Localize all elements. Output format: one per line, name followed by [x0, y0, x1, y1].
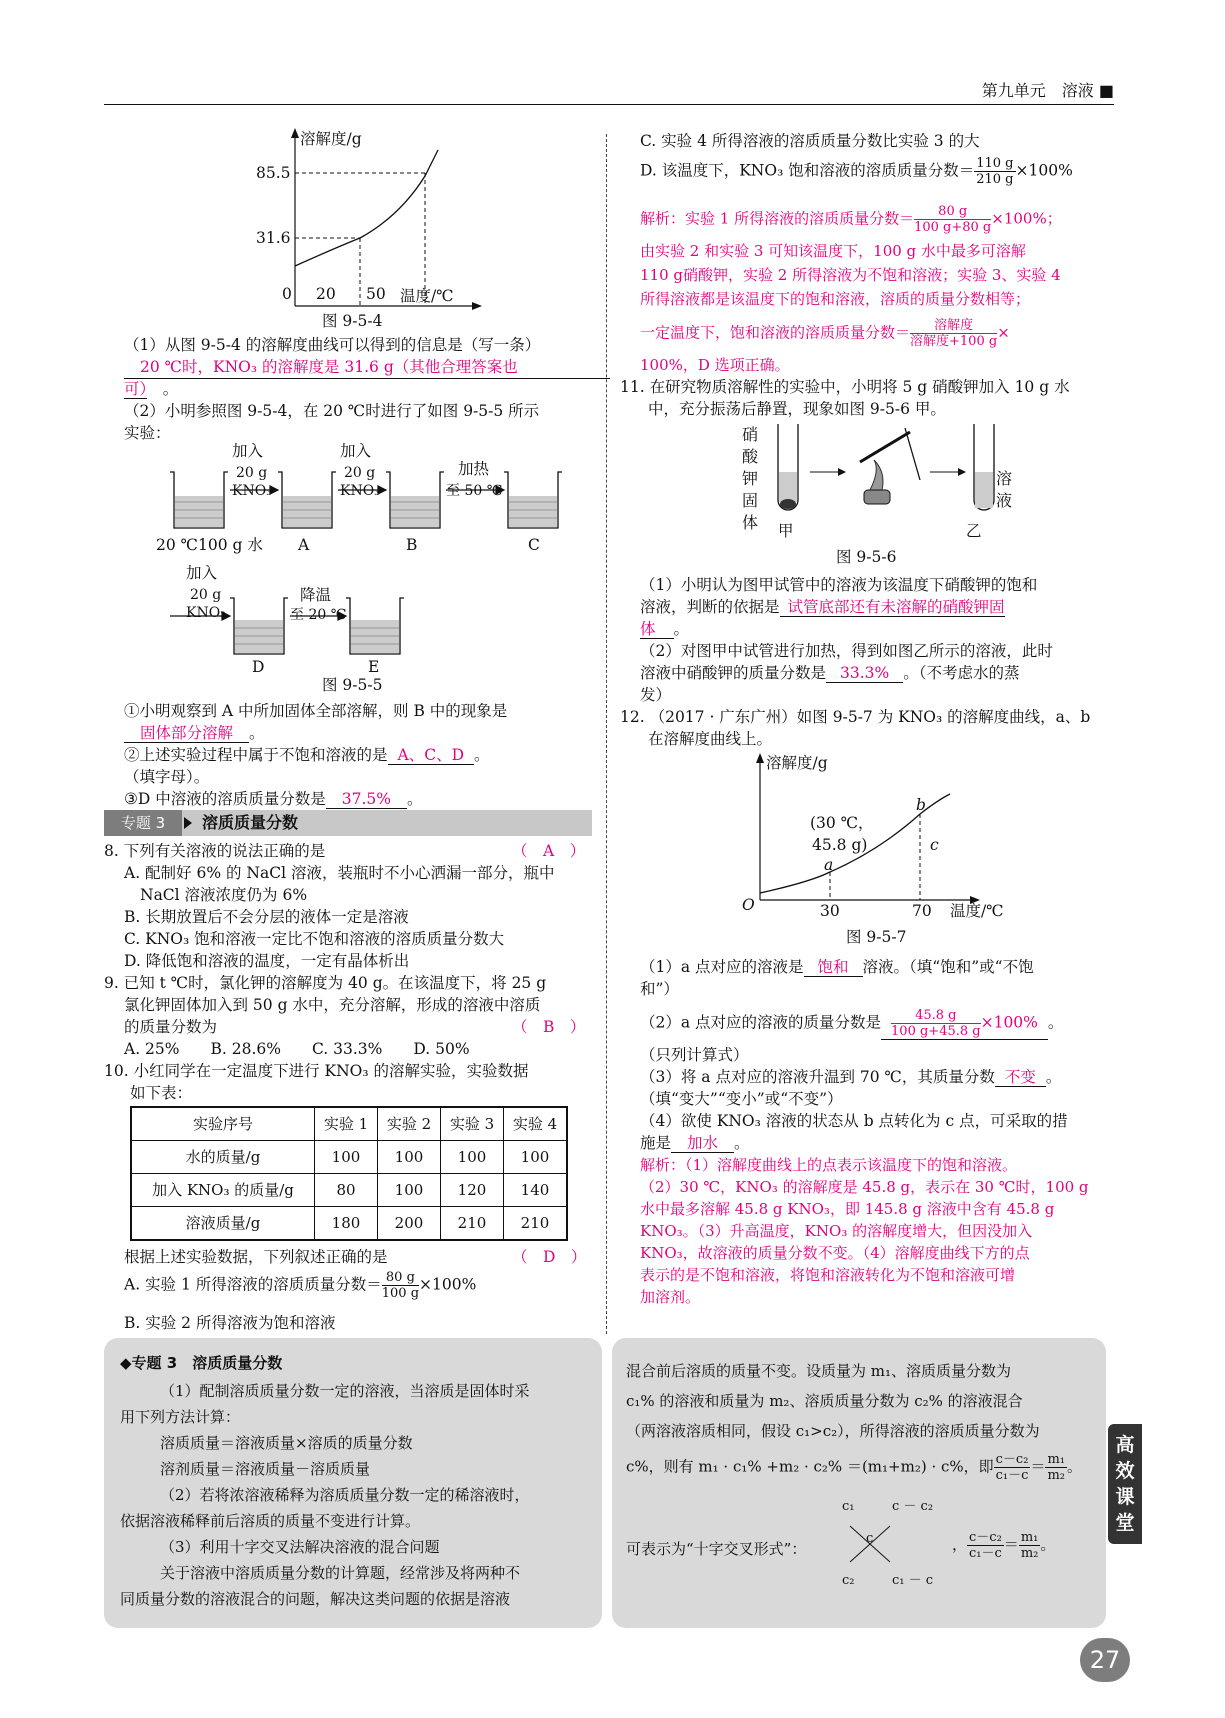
q10-option-a-tail: ×100%	[419, 1275, 477, 1294]
fig955-label-E: E	[368, 658, 380, 676]
section-title: 溶质质量分数	[202, 813, 299, 832]
q12-s1: （1）a 点对应的溶液是	[640, 958, 804, 976]
q10-exp1-fraction	[914, 204, 991, 235]
q11-fig-caption: 图 9-5-6	[836, 548, 897, 566]
fig955-add1: 加入	[232, 442, 264, 460]
summary-left-l3: 溶质质量＝溶液质量×溶质的质量分数	[160, 1434, 413, 1452]
summary-right-l4-end: 。	[1067, 1457, 1083, 1476]
q12-exp6: 表示的是不饱和溶液，将饱和溶液转化为不饱和溶液可增	[640, 1266, 1016, 1284]
q10-exp5-tail: ×	[997, 323, 1010, 342]
fig957-point-b: b	[916, 796, 926, 814]
q12-s2-fraction	[891, 1008, 981, 1039]
q12-s2b: （只列计算式）	[640, 1046, 749, 1064]
q11-s2-answer: 33.3%	[826, 664, 903, 683]
table-row	[131, 1207, 567, 1241]
q10-option-a-text: A. 实验 1 所得溶液的溶质质量分数＝	[124, 1275, 382, 1294]
q10-exp4: 所得溶液都是该温度下的饱和溶液，溶质的质量分数相等；	[640, 290, 1031, 308]
summary-right-l4-text: c%，则有 m₁ · c₁% +m₂ · c₂% ＝(m₁+m₂) · c%，即	[626, 1457, 994, 1476]
table-cell: 100	[378, 1174, 441, 1207]
summary-right-l5-eq: ＝	[1003, 1535, 1019, 1554]
table-cell: 120	[441, 1174, 504, 1207]
q1-answer-line1: 20 ℃时，KNO₃ 的溶解度是 31.6 g（其他合理答案也	[124, 356, 610, 379]
fraction-den: c₁－c	[969, 1546, 1002, 1561]
q10-option-d	[640, 156, 1073, 187]
q10-option-d-fraction	[974, 156, 1015, 187]
q10-option-c: C. 实验 4 所得溶液的溶质质量分数比实验 3 的大	[640, 132, 980, 150]
table-header-cell: 实验 1	[315, 1107, 378, 1141]
summary-right-l5-frac2	[1019, 1530, 1041, 1561]
fraction-den: 溶解度+100 g	[910, 334, 998, 349]
fraction-num: m₁	[1047, 1452, 1065, 1467]
q12-s2-tail: ×100%	[980, 1013, 1038, 1032]
fig955-label-D: D	[252, 658, 265, 676]
fraction-num: c－c₂	[995, 1452, 1029, 1467]
q11-s2b-row	[640, 662, 1020, 684]
q11-s1-end: 。	[673, 620, 690, 638]
q12-s1b: 和”）	[640, 980, 679, 998]
q10-line1: 10. 小红同学在一定温度下进行 KNO₃ 的溶解实验，实验数据	[104, 1062, 529, 1080]
table-cell: 210	[441, 1207, 504, 1241]
q11-s1-answer-b: 体	[640, 620, 674, 639]
sub1-end: 。	[249, 724, 265, 742]
summary-right-l5: 可表示为“十字交叉形式”：	[626, 1540, 807, 1558]
summary-right-l4-frac2	[1045, 1452, 1067, 1483]
sub1-answer: 固体部分溶解	[124, 724, 249, 743]
section-arrow-icon	[184, 817, 192, 829]
q9-line2: 氯化钾固体加入到 50 g 水中，充分溶解，形成的溶液中溶质	[124, 996, 541, 1014]
q12-s3-answer: 不变	[995, 1068, 1046, 1087]
q8-option-c: C. KNO₃ 饱和溶液一定比不饱和溶液的溶质质量分数大	[124, 930, 505, 948]
table-header-cell: 实验序号	[131, 1107, 315, 1141]
q10-option-a-fraction	[382, 1270, 419, 1301]
fig957-x2: 70	[912, 902, 932, 920]
fig955-label-C: C	[528, 536, 540, 554]
q12-s3-end: 。	[1045, 1068, 1062, 1086]
q12-exp3: 水中最多溶解 45.8 g KNO₃，即 145.8 g 溶液中含有 45.8 g	[640, 1200, 1055, 1218]
q11-fig-yi: 乙	[966, 522, 982, 540]
fig957-point-label-1: (30 ℃，	[810, 814, 874, 832]
sub3-text: ③D 中溶液的溶质质量分数是	[124, 790, 326, 808]
q2-text-a: （2）小明参照图 9-5-4，在 20 ℃时进行了如图 9-5-5 所示	[124, 402, 540, 420]
summary-right-l5-end: 。	[1040, 1535, 1056, 1554]
fraction-den: c₁－c	[995, 1468, 1029, 1483]
fig955-add2c: KNO₃	[340, 483, 380, 499]
q12-s1-row	[640, 956, 1034, 978]
fig957-point-label-2: 45.8 g)	[812, 836, 868, 854]
fig954-x2: 50	[366, 285, 386, 303]
table-cell: 100	[315, 1141, 378, 1174]
summary-right-l4-eq: ＝	[1030, 1457, 1046, 1476]
table-cell: 100	[378, 1141, 441, 1174]
fraction-den: 100 g+80 g	[914, 220, 992, 235]
fig955-heat2: 至 50 ℃	[446, 483, 503, 499]
sub3-answer: 37.5%	[326, 790, 407, 809]
fraction-num: 溶解度	[910, 318, 997, 334]
q12-exp5: KNO₃，故溶液的质量分数不变。（4）溶解度曲线下方的点	[640, 1244, 1030, 1262]
q12-s1-answer: 饱和	[804, 958, 863, 977]
q11-s2a: （2）对图甲中试管进行加热，得到如图乙所示的溶液，此时	[640, 642, 1053, 660]
q12-exp2: （2）30 ℃，KNO₃ 的溶解度是 45.8 g，表示在 30 ℃时，100 g	[640, 1178, 1089, 1196]
table-cell: 200	[378, 1207, 441, 1241]
q12-exp7: 加溶剂。	[640, 1288, 701, 1306]
sub2-hint: （填字母）。	[124, 768, 210, 786]
fig957-x1: 30	[820, 902, 840, 920]
q10-exp5-fraction	[910, 318, 997, 349]
fig957-ylabel: 溶解度/g	[766, 754, 828, 772]
q1-end: 。	[162, 380, 179, 398]
fraction-den: m₂	[1020, 1546, 1039, 1561]
sub2-row	[124, 744, 490, 766]
table-cell: 80	[315, 1174, 378, 1207]
fraction-num: 80 g	[382, 1270, 419, 1286]
q9-options: A. 25% B. 28.6% C. 33.3% D. 50%	[124, 1040, 470, 1058]
summary-box-left	[104, 1338, 602, 1628]
summary-left-l9: 同质量分数的溶液混合的问题，解决这类问题的依据是溶液	[120, 1590, 511, 1608]
summary-left-l2: 用下列方法计算：	[120, 1408, 241, 1426]
q12-s4: （4）欲使 KNO₃ 溶液的状态从 b 点转化为 c 点，可采取的措	[640, 1112, 1068, 1130]
q12-line2: 在溶解度曲线上。	[648, 730, 773, 748]
q11-line1: 11. 在研究物质溶解性的实验中，小明将 5 g 硝酸钾加入 10 g 水	[620, 378, 1070, 396]
q10-option-a	[124, 1270, 476, 1301]
q11-fig-right-label: 溶液	[996, 469, 1013, 510]
fraction-num: m₁	[1020, 1530, 1039, 1545]
q10-exp1-text: 解析：实验 1 所得溶液的溶质质量分数＝	[640, 209, 915, 228]
sub1-answer-row	[124, 722, 265, 744]
sub2-answer: A、C、D	[388, 746, 474, 765]
q10-exp5-text: 一定温度下，饱和溶液的溶质质量分数＝	[640, 323, 911, 342]
q12-s1-tail: 溶液。（填“饱和”或“不饱	[862, 958, 1034, 976]
fig954-caption: 图 9-5-4	[322, 312, 383, 330]
q11-s1-answer-row	[640, 618, 689, 640]
q10-table	[130, 1106, 568, 1241]
q11-s2b: 溶液中硝酸钾的质量分数是	[640, 664, 827, 682]
fig954-y-low: 31.6	[256, 229, 291, 247]
q8-answer: （ A ）	[512, 842, 586, 860]
cross-bottom-right: c₁ － c	[892, 1573, 934, 1588]
cross-c2: c₂	[842, 1573, 855, 1588]
fig954-ylabel: 溶解度/g	[300, 130, 362, 148]
fig955-add3: 加入	[186, 564, 218, 582]
q12-s3-row	[640, 1066, 1061, 1088]
q8-option-a2: NaCl 溶液浓度仍为 6%	[140, 886, 308, 904]
summary-box-right	[612, 1338, 1106, 1628]
q8-stem: 8. 下列有关溶液的说法正确的是	[104, 842, 326, 860]
table-cell: 180	[315, 1207, 378, 1241]
fig955-heat: 加热	[458, 460, 490, 478]
q12-s4-answer: 加水	[671, 1134, 734, 1153]
q11-s1-answer-a: 试管底部还有未溶解的硝酸钾固	[780, 598, 1005, 617]
summary-left-l4: 溶剂质量＝溶液质量－溶质质量	[160, 1460, 371, 1478]
fig954-y-high: 85.5	[256, 164, 291, 182]
table-cell: 140	[504, 1174, 568, 1207]
sub3-end: 。	[407, 790, 423, 808]
cross-top-right: c － c₂	[892, 1499, 934, 1514]
q11-s2c: 发）	[640, 686, 672, 704]
table-row	[131, 1174, 567, 1207]
table-cell: 加入 KNO₃ 的质量/g	[131, 1174, 315, 1207]
fig955-label-A: A	[298, 536, 310, 554]
side-tab: 高效课堂	[1108, 1424, 1142, 1544]
q1-answer-line2	[124, 378, 178, 400]
summary-left-l1: （1）配制溶质质量分数一定的溶液，当溶质是固体时采	[160, 1382, 530, 1400]
header-title: 第九单元 溶液 ■	[981, 81, 1114, 100]
q12-s4b: 施是	[640, 1134, 672, 1152]
fig957-point-c: c	[930, 836, 939, 854]
q10-line3: 根据上述实验数据，下列叙述正确的是	[124, 1248, 388, 1266]
summary-right-l1: 混合前后溶质的质量不变。设质量为 m₁、溶质质量分数为	[626, 1362, 1012, 1380]
fig955-caption: 图 9-5-5	[322, 676, 383, 694]
summary-right-l4	[626, 1452, 1082, 1483]
q10-option-d-tail: ×100%	[1015, 161, 1073, 180]
q2-text-b: 实验：	[124, 424, 171, 442]
fig955-add3c: KNO₃	[186, 605, 226, 621]
table-header-cell: 实验 2	[378, 1107, 441, 1141]
q10-option-d-text: D. 该温度下，KNO₃ 饱和溶液的溶质质量分数＝	[640, 161, 975, 180]
q12-s4b-row	[640, 1132, 750, 1154]
summary-right-l5-frac1	[967, 1530, 1004, 1561]
q11-fig-jia: 甲	[778, 522, 794, 540]
summary-left-title: ◆专题 3 溶质质量分数	[120, 1354, 283, 1372]
q12-s2-end: 。	[1047, 1013, 1064, 1032]
fig955-add1b: 20 g	[236, 465, 268, 481]
sub2-end: 。	[474, 746, 490, 764]
q8-option-d: D. 降低饱和溶液的温度，一定有晶体析出	[124, 952, 410, 970]
q12-s3: （3）将 a 点对应的溶液升温到 70 ℃，其质量分数	[640, 1068, 995, 1086]
q10-exp1-tail: ×100%；	[991, 209, 1062, 228]
fig955-start: 20 ℃100 g 水	[156, 536, 263, 554]
fig955-label-B: B	[406, 536, 418, 554]
sub2-text: ②上述实验过程中属于不饱和溶液的是	[124, 746, 388, 764]
q10-exp5	[640, 318, 1010, 349]
table-row	[131, 1141, 567, 1174]
cross-center: c	[866, 1531, 874, 1546]
fig955-cool2: 至 20 ℃	[290, 607, 347, 623]
summary-left-l8: 关于溶液中溶质质量分数的计算题，经常涉及将两种不	[160, 1564, 521, 1582]
q11-fig-left-label: 硝酸钾固体	[742, 425, 759, 532]
page-header	[104, 80, 1114, 105]
sub1-text: ①小明观察到 A 中所加固体全部溶解，则 B 中的现象是	[124, 702, 508, 720]
table-cell: 100	[441, 1141, 504, 1174]
q12-s2-row	[640, 1008, 1063, 1040]
q10-exp2: 由实验 2 和实验 3 可知该温度下，100 g 水中最多可溶解	[640, 242, 1026, 260]
fig957-point-a: a	[824, 856, 834, 874]
table-cell: 水的质量/g	[131, 1141, 315, 1174]
q12-exp1: 解析：（1）溶解度曲线上的点表示该温度下的饱和溶液。	[640, 1156, 1018, 1174]
q12-exp4: KNO₃。（3）升高温度，KNO₃ 的溶解度增大，但因没加入	[640, 1222, 1033, 1240]
q12-line1: 12. （2017 · 广东广州）如图 9-5-7 为 KNO₃ 的溶解度曲线，a、b	[620, 708, 1091, 726]
fraction-den: 100 g+45.8 g	[891, 1024, 981, 1039]
sub3-row	[124, 788, 423, 810]
q12-s4-end: 。	[734, 1134, 750, 1152]
fig955-add1c: KNO₃	[232, 483, 272, 499]
table-cell: 210	[504, 1207, 568, 1241]
q10-exp6: 100%，D 选项正确。	[640, 356, 790, 374]
fig957-xlabel: 温度/℃	[950, 902, 1004, 920]
fig954-xlabel: 温度/℃	[400, 287, 454, 305]
q9-line1: 9. 已知 t ℃时，氯化钾的溶解度为 40 g。在该温度下，将 25 g	[104, 974, 547, 992]
fig957-caption: 图 9-5-7	[846, 928, 907, 946]
fraction-num: c－c₂	[969, 1530, 1002, 1545]
summary-right-l5-formula	[952, 1530, 1055, 1561]
q11-s1b: 溶液，判断的依据是	[640, 598, 780, 616]
summary-left-l5: （2）若将浓溶液稀释为溶质质量分数一定的稀溶液时，	[160, 1486, 530, 1504]
summary-right-l2: c₁% 的溶液和质量为 m₂、溶质质量分数为 c₂% 的溶液混合	[626, 1392, 1023, 1410]
q12-s2-answer	[881, 1008, 1048, 1040]
q10-exp3: 110 g硝酸钾，实验 2 所得溶液为不饱和溶液；实验 3、实验 4	[640, 266, 1061, 284]
q12-s3b: （填“变大”“变小”或“不变”）	[640, 1090, 843, 1108]
fig955-add2: 加入	[340, 442, 372, 460]
q10-line2: 如下表：	[130, 1084, 193, 1102]
summary-left-l6: 依据溶液稀释前后溶质的质量不变进行计算。	[120, 1512, 421, 1530]
q10-option-b: B. 实验 2 所得溶液为饱和溶液	[124, 1314, 336, 1332]
table-header-cell: 实验 4	[504, 1107, 568, 1141]
q11-s1b-row	[640, 596, 1005, 618]
summary-right-l5-pre: ，	[952, 1535, 968, 1554]
q8-option-a: A. 配制好 6% 的 NaCl 溶液，装瓶时不小心洒漏一部分，瓶中	[124, 864, 555, 882]
section-bar	[104, 810, 592, 836]
fig-9-5-6-diagram	[770, 420, 1010, 530]
table-header-row	[131, 1107, 567, 1141]
summary-right-l3: （两溶液溶质相同，假设 c₁>c₂），所得溶液的溶质质量分数为	[626, 1422, 1040, 1440]
fig955-cool: 降温	[300, 586, 332, 604]
fraction-num: 110 g	[976, 156, 1014, 171]
fig954-x0: 0	[282, 285, 292, 303]
section-tag: 专题 3	[104, 810, 182, 836]
fraction-den: 100 g	[381, 1286, 420, 1301]
q11-s2-tail: 。（不考虑水的蒸	[903, 664, 1020, 682]
fig957-origin: O	[742, 896, 755, 914]
summary-right-l4-frac1	[994, 1452, 1031, 1483]
fig954-x1: 20	[316, 285, 336, 303]
fig955-add3b: 20 g	[190, 587, 222, 603]
q10-exp1	[640, 204, 1062, 235]
summary-left-l7: （3）利用十字交叉法解决溶液的混合问题	[160, 1538, 440, 1556]
q10-answer: （ D ）	[512, 1248, 587, 1266]
table-header-cell: 实验 3	[441, 1107, 504, 1141]
cross-c1: c₁	[842, 1499, 855, 1514]
table-cell: 溶液质量/g	[131, 1207, 315, 1241]
table-cell: 100	[504, 1141, 568, 1174]
fraction-den: m₂	[1047, 1468, 1065, 1483]
q8-option-b: B. 长期放置后不会分层的液体一定是溶液	[124, 908, 409, 926]
fig955-add2b: 20 g	[344, 465, 376, 481]
q11-s1a: （1）小明认为图甲试管中的溶液为该温度下硝酸钾的饱和	[640, 576, 1038, 594]
q9-answer: （ B ）	[512, 1018, 586, 1036]
q1-text: （1）从图 9-5-4 的溶解度曲线可以得到的信息是（写一条）	[124, 336, 541, 354]
fraction-num: 45.8 g	[891, 1008, 981, 1024]
page-number: 27	[1080, 1638, 1130, 1682]
fraction-num: 80 g	[914, 204, 991, 220]
fraction-den: 210 g	[976, 172, 1014, 187]
column-divider	[606, 134, 607, 1334]
q11-line2: 中，充分振荡后静置，现象如图 9-5-6 甲。	[648, 400, 946, 418]
q1-answer-line2-text: 可）	[124, 380, 148, 398]
q9-line3: 的质量分数为	[124, 1018, 218, 1036]
q12-s2: （2）a 点对应的溶液的质量分数是	[640, 1013, 882, 1032]
